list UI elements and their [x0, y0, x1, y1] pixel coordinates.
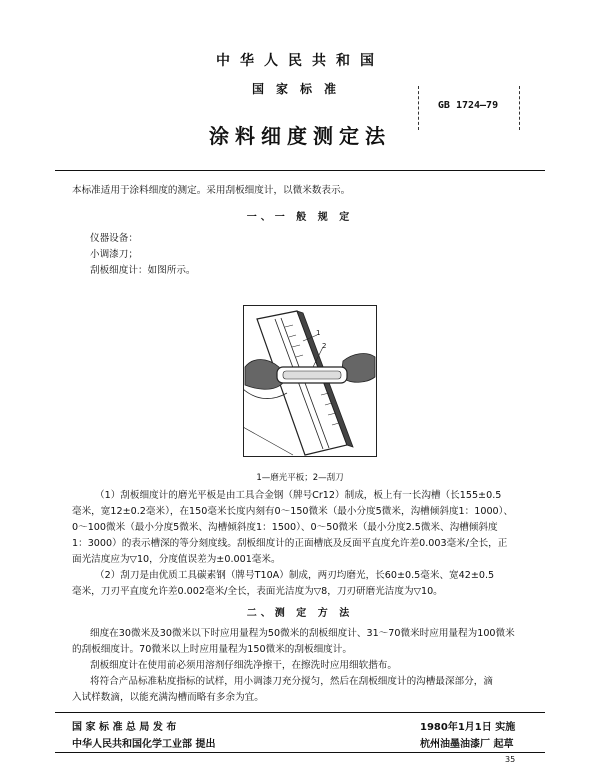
page-number: 35: [505, 755, 516, 764]
para2-line: 毫米，刀刃平直度允许差0.002毫米/全长，表面光洁度为▽8，刀刃研磨光洁度为▽10。: [72, 586, 443, 597]
figure-label-2: 2: [322, 342, 327, 350]
para1-line: 面光洁度应为▽10，分度值误差为±0.001毫米。: [72, 554, 281, 565]
footer-publisher: 国 家 标 准 总 局 发 布: [72, 722, 177, 733]
country-name: 中华人民共和国: [216, 53, 384, 69]
equipment-item: 刮板细度计：如图所示。: [90, 265, 196, 276]
section-heading-general: 一、一 般 规 定: [246, 212, 354, 223]
header-rule: [55, 170, 545, 171]
figure-label-1: 1: [316, 329, 321, 337]
gauge-figure: [243, 305, 377, 457]
method-line: 将符合产品标准粘度指标的试样，用小调漆刀充分搅匀，然后在刮板细度计的沟槽最深部分，滴: [90, 676, 493, 687]
footer-proposer: 中华人民共和国化学工业部 提出: [72, 739, 216, 750]
footer-drafter: 杭州油墨油漆厂 起草: [420, 739, 514, 750]
footer-effective-date: 1980年1月1日 实施: [420, 722, 516, 733]
para2-line: （2）刮刀是由优质工具碳素钢（牌号T10A）制成，两刃均磨光，长60±0.5毫米、宽42±0.5: [95, 570, 495, 581]
footer-rule-bottom: [55, 752, 545, 753]
para1-line: 0～100微米（最小分度5微米、沟槽倾斜度1：1500）、0～50微米（最小分度2.5微米、沟槽倾斜度: [72, 522, 498, 533]
para1-line: （1）刮板细度计的磨光平板是由工具合金钢（牌号Cr12）制成，板上有一长沟槽（长155±0.5: [95, 490, 502, 501]
method-line: 的刮板细度计。70微米以上时应用量程为150微米的刮板细度计。: [72, 644, 352, 655]
gauge-illustration: [243, 305, 377, 457]
figure-caption: 1—磨光平板；2—刮刀: [256, 473, 344, 483]
intro-text: 本标准适用于涂料细度的测定。采用刮板细度计，以微米数表示。: [72, 185, 351, 196]
footer-rule-top: [55, 712, 545, 713]
method-line: 刮板细度计在使用前必须用溶剂仔细洗净擦干，在擦洗时应用细软揩布。: [90, 660, 397, 671]
equipment-item: 小调漆刀；: [90, 249, 138, 260]
equipment-title: 仪器设备：: [90, 233, 138, 244]
para1-line: 1：3000）的表示槽深的等分刻度线。刮板细度计的正面槽底及反面平直度允许差0.003毫米/全长，正: [72, 538, 508, 549]
standard-type: 国家标准: [251, 82, 348, 96]
gb-code: GB 1724—79: [437, 100, 499, 111]
section-heading-method: 二、测 定 方 法: [246, 608, 354, 619]
para1-line: 毫米，宽12±0.2毫米），在150毫米长度内刻有0～150微米（最小分度5微米，沟槽倾斜度1：1000）、: [72, 506, 514, 517]
method-line: 入试样数滴，以能充满沟槽而略有多余为宜。: [72, 692, 264, 703]
method-line: 细度在30微米及30微米以下时应用量程为50微米的刮板细度计、31～70微米时应用量程为100微米: [90, 628, 515, 639]
page-title: 涂料细度测定法: [209, 124, 391, 148]
